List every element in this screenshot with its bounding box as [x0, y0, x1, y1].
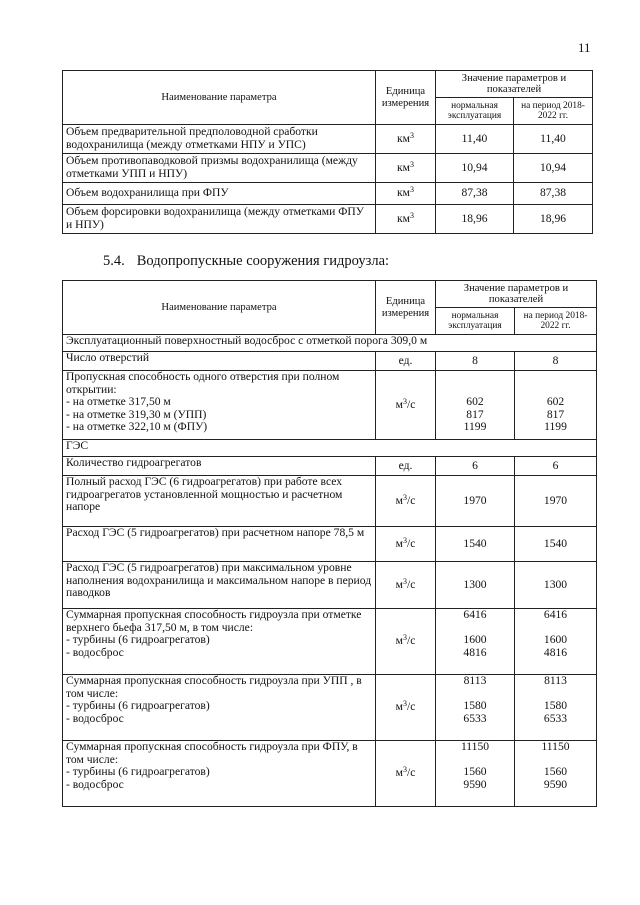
value-period: 602 817 1199 [515, 371, 597, 440]
unit-base: м [395, 577, 403, 591]
param-name: Объем предварительной предполоводной сработки водохранилища (между отметками НПУ и УПС) [63, 125, 376, 154]
param-name: Объем водохранилища при ФПУ [63, 183, 376, 205]
unit-base: м [395, 700, 403, 714]
param-name: Число отверстий [63, 352, 376, 371]
header-normal: нормальная эксплуатация [436, 308, 515, 335]
unit-exponent: 3 [402, 633, 407, 643]
unit [396, 578, 416, 591]
unit-cell [376, 183, 436, 205]
value-normal: 11,40 [436, 125, 514, 154]
unit-base: км [397, 186, 410, 200]
unit-base: м [395, 493, 403, 507]
unit-exponent: 3 [409, 130, 414, 140]
page-number: 11 [578, 40, 591, 55]
unit-exponent: 3 [409, 210, 414, 220]
header-unit: Единица измерения [376, 71, 436, 125]
unit-exponent: 3 [409, 159, 414, 169]
unit-base: км [397, 211, 410, 225]
param-name: Суммарная пропускная способность гидроузла при ФПУ, в том числе: - турбины (6 гидроагрегатов) - водосброс [63, 741, 376, 807]
table-row [63, 205, 593, 234]
value-normal: 18,96 [436, 205, 514, 234]
value-period: 6 [515, 457, 597, 476]
table-row [63, 476, 597, 527]
value-normal: 1300 [436, 562, 515, 609]
unit-exponent: 3 [402, 535, 407, 545]
unit-exponent: 3 [402, 492, 407, 502]
value-normal: 6416 1600 4816 [436, 609, 515, 675]
unit [396, 398, 416, 411]
header-period: на период 2018-2022 гг. [514, 98, 593, 125]
value-normal: 6 [436, 457, 515, 476]
unit-exponent: 3 [409, 185, 414, 195]
param-name: Пропускная способность одного отверстия при полном открытии: - на отметке 317,50 м - на отметке 319,30 м (УПП) - на отметке 322,10 м (ФПУ) [63, 371, 376, 440]
header-unit: Единица измерения [376, 281, 436, 335]
value-period: 10,94 [514, 154, 593, 183]
unit-cell [376, 205, 436, 234]
unit [396, 766, 416, 779]
param-name: Объем форсировки водохранилища (между отметками ФПУ и НПУ) [63, 205, 376, 234]
value-normal: 8113 1580 6533 [436, 675, 515, 741]
unit-cell [376, 741, 436, 807]
table-row [63, 352, 597, 371]
unit-base: км [397, 131, 410, 145]
header-values: Значение параметров и показателей [436, 281, 597, 308]
table-row [63, 183, 593, 205]
unit-cell [376, 154, 436, 183]
unit [396, 537, 416, 550]
param-name: Суммарная пропускная способность гидроузла при УПП , в том числе: - турбины (6 гидроагрегатов) - водосброс [63, 675, 376, 741]
unit-base: м [395, 634, 403, 648]
unit-suffix: /с [406, 536, 416, 550]
value-period: 11,40 [514, 125, 593, 154]
table-row [63, 125, 593, 154]
unit [396, 700, 416, 713]
value-normal: 10,94 [436, 154, 514, 183]
table-row [63, 609, 597, 675]
param-name: Расход ГЭС (5 гидроагрегатов) при максимальном уровне наполнения водохранилища и максимальном напоре в период паводков [63, 562, 376, 609]
param-name: Объем противопаводковой призмы водохранилища (между отметками УПП и НПУ) [63, 154, 376, 183]
section-row [63, 440, 597, 457]
value-period: 18,96 [514, 205, 593, 234]
unit [397, 212, 414, 225]
unit [396, 634, 416, 647]
value-normal: 1970 [436, 476, 515, 527]
unit-exponent: 3 [402, 765, 407, 775]
unit-suffix: /с [406, 700, 416, 714]
section-heading [103, 253, 389, 270]
param-name: Расход ГЭС (5 гидроагрегатов) при расчетном напоре 78,5 м [63, 527, 376, 562]
unit-cell [376, 562, 436, 609]
section-title: Водопропускные сооружения гидроузла: [136, 253, 390, 269]
unit-base: ед. [398, 353, 413, 367]
table-row [63, 562, 597, 609]
header-values: Значение параметров и показателей [436, 71, 593, 98]
reservoir-volumes-table [62, 70, 593, 234]
unit-cell [376, 527, 436, 562]
unit [399, 459, 413, 472]
unit-base: м [395, 766, 403, 780]
unit [397, 132, 414, 145]
unit-suffix: /с [406, 577, 416, 591]
unit-cell [376, 476, 436, 527]
unit-cell [376, 457, 436, 476]
param-name: Количество гидроагрегатов [63, 457, 376, 476]
table-row [63, 675, 597, 741]
param-name: Суммарная пропускная способность гидроузла при отметке верхнего бьефа 317,50 м, в том числе: - турбины (6 гидроагрегатов) - водосброс [63, 609, 376, 675]
unit [396, 494, 416, 507]
table-row [63, 741, 597, 807]
unit-suffix: /с [406, 634, 416, 648]
table-row [63, 527, 597, 562]
unit [397, 161, 414, 174]
header-param: Наименование параметра [63, 281, 376, 335]
unit-exponent: 3 [402, 699, 407, 709]
value-normal: 87,38 [436, 183, 514, 205]
unit-cell [376, 125, 436, 154]
value-period: 11150 1560 9590 [515, 741, 597, 807]
value-normal: 8 [436, 352, 515, 371]
table-row [63, 154, 593, 183]
value-period: 8113 1580 6533 [515, 675, 597, 741]
value-normal: 602 817 1199 [436, 371, 515, 440]
unit-suffix: /с [406, 493, 416, 507]
unit-suffix: /с [406, 766, 416, 780]
hpp-section-title: ГЭС [63, 440, 597, 457]
value-period: 8 [515, 352, 597, 371]
spillway-structures-table [62, 280, 597, 807]
spillway-section-title: Эксплуатационный поверхностный водосброс с отметкой порога 309,0 м [63, 335, 597, 352]
unit-cell [376, 352, 436, 371]
section-row [63, 335, 597, 352]
header-normal: нормальная эксплуатация [436, 98, 514, 125]
unit-exponent: 3 [402, 396, 407, 406]
table-row [63, 371, 597, 440]
unit-base: км [397, 160, 410, 174]
table-row [63, 457, 597, 476]
value-period: 6416 1600 4816 [515, 609, 597, 675]
value-normal: 1540 [436, 527, 515, 562]
value-period: 1540 [515, 527, 597, 562]
unit-cell [376, 675, 436, 741]
value-normal: 11150 1560 9590 [436, 741, 515, 807]
unit-base: м [395, 397, 403, 411]
unit-exponent: 3 [402, 576, 407, 586]
unit [399, 354, 413, 367]
unit-base: м [395, 536, 403, 550]
value-period: 1300 [515, 562, 597, 609]
header-period: на период 2018-2022 гг. [515, 308, 597, 335]
unit [397, 186, 414, 199]
unit-cell [376, 371, 436, 440]
header-param: Наименование параметра [63, 71, 376, 125]
value-period: 87,38 [514, 183, 593, 205]
unit-suffix: /с [406, 397, 416, 411]
unit-cell [376, 609, 436, 675]
param-name: Полный расход ГЭС (6 гидроагрегатов) при работе всех гидроагрегатов установленной мощностью и расчетном напоре [63, 476, 376, 527]
value-period: 1970 [515, 476, 597, 527]
section-number: 5.4. [103, 253, 125, 269]
unit-base: ед. [398, 458, 413, 472]
